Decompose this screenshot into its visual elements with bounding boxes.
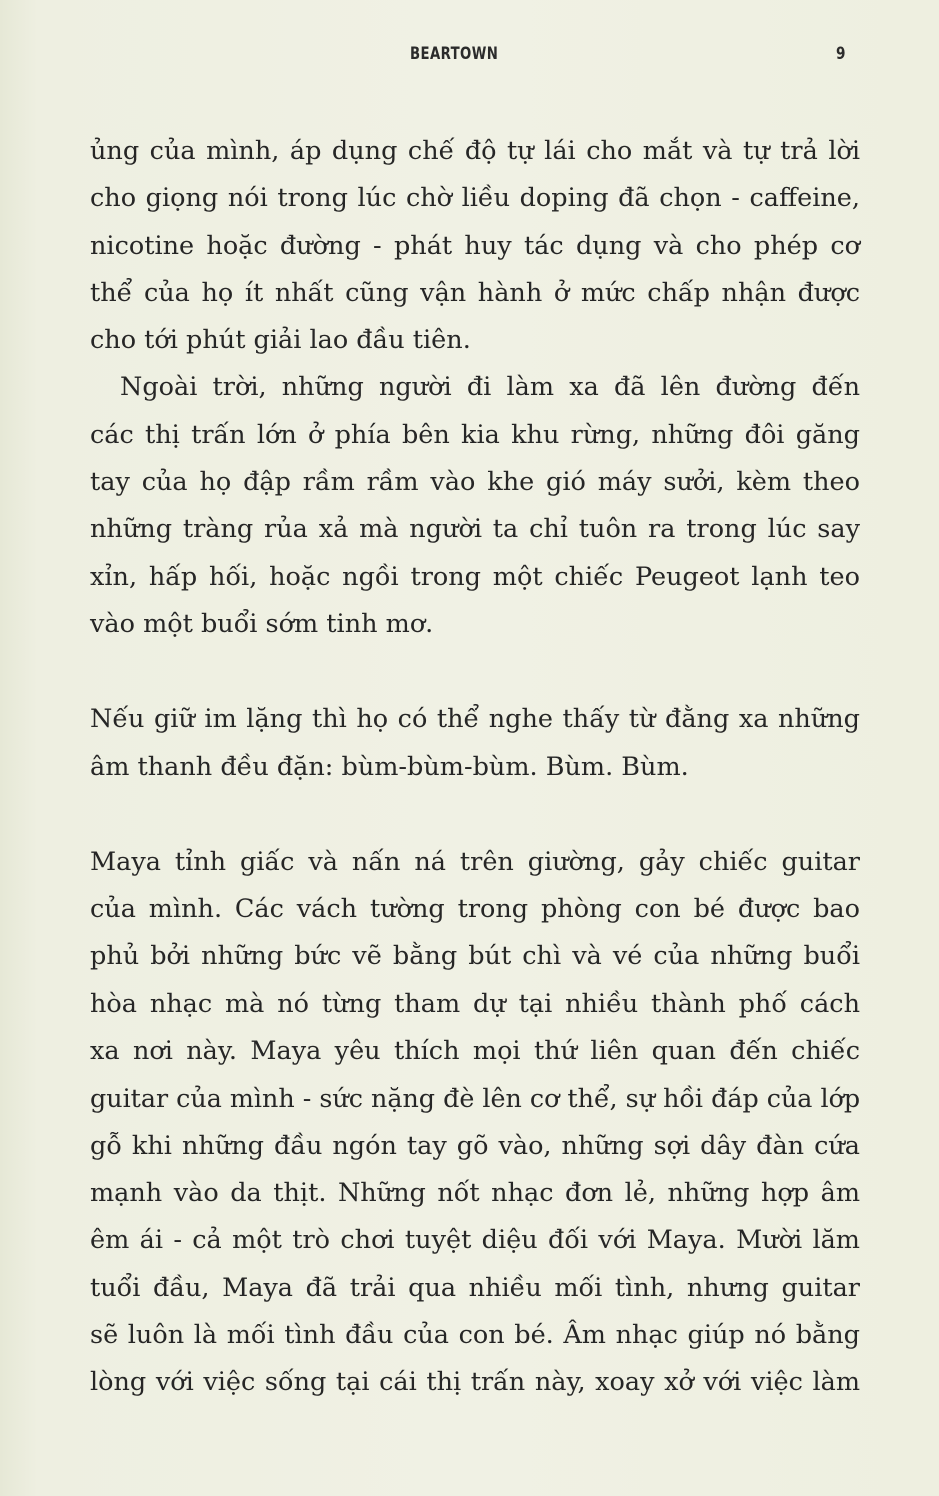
section-break xyxy=(90,791,860,839)
text-line: gỗ khi những đầu ngón tay gõ vào, những sợi dây đàn cứa xyxy=(90,1130,860,1161)
text-line: tuổi đầu, Maya đã trải qua nhiều mối tình, nhưng guitar xyxy=(90,1272,860,1303)
paragraph xyxy=(90,128,860,364)
text-line: lòng với việc sống tại cái thị trấn này, xoay xở với việc làm xyxy=(90,1367,860,1398)
page-header xyxy=(0,44,939,74)
text-line: các thị trấn lớn ở phía bên kia khu rừng, những đôi găng xyxy=(90,419,860,450)
text-line: mạnh vào da thịt. Những nốt nhạc đơn lẻ, những hợp âm xyxy=(90,1177,860,1208)
text-line: êm ái - cả một trò chơi tuyệt diệu đối với Maya. Mười lăm xyxy=(90,1225,860,1256)
paragraph xyxy=(90,364,860,648)
text-line: phủ bởi những bức vẽ bằng bút chì và vé của những buổi xyxy=(90,941,860,972)
text-line: sẽ luôn là mối tình đầu của con bé. Âm nhạc giúp nó bằng xyxy=(90,1319,860,1350)
text-line: những tràng rủa xả mà người ta chỉ tuôn ra trong lúc say xyxy=(90,514,860,545)
paragraph xyxy=(90,839,860,1407)
text-line: hòa nhạc mà nó từng tham dự tại nhiều thành phố cách xyxy=(90,988,860,1019)
text-line: xỉn, hấp hối, hoặc ngồi trong một chiếc Peugeot lạnh teo xyxy=(90,561,860,592)
running-head: BEARTOWN xyxy=(410,44,499,64)
text-line: xa nơi này. Maya yêu thích mọi thứ liên quan đến chiếc xyxy=(90,1036,860,1067)
body-text xyxy=(90,128,860,1406)
text-line: nicotine hoặc đường - phát huy tác dụng và cho phép cơ xyxy=(90,230,860,261)
text-line: guitar của mình - sức nặng đè lên cơ thể, sự hồi đáp của lớp xyxy=(90,1083,861,1114)
text-line: Maya tỉnh giấc và nấn ná trên giường, gảy chiếc guitar xyxy=(90,846,860,877)
text-line: cho giọng nói trong lúc chờ liều doping đã chọn - caffeine, xyxy=(90,183,860,214)
text-line: tay của họ đập rầm rầm vào khe gió máy sưởi, kèm theo xyxy=(90,467,860,498)
paragraph xyxy=(90,696,860,791)
section-break xyxy=(90,648,860,696)
text-line: Ngoài trời, những người đi làm xa đã lên đường đến xyxy=(120,372,860,403)
text-line: ủng của mình, áp dụng chế độ tự lái cho mắt và tự trả lời xyxy=(90,136,860,166)
text-line: cho tới phút giải lao đầu tiên. xyxy=(90,325,471,356)
text-line: của mình. Các vách tường trong phòng con bé được bao xyxy=(90,894,860,925)
text-line: âm thanh đều đặn: bùm-bùm-bùm. Bùm. Bùm. xyxy=(90,751,689,782)
text-line: vào một buổi sớm tinh mơ. xyxy=(90,608,434,639)
page-number: 9 xyxy=(836,44,846,64)
text-line: thể của họ ít nhất cũng vận hành ở mức chấp nhận được xyxy=(90,277,860,308)
text-line: Nếu giữ im lặng thì họ có thể nghe thấy từ đằng xa những xyxy=(90,704,860,735)
